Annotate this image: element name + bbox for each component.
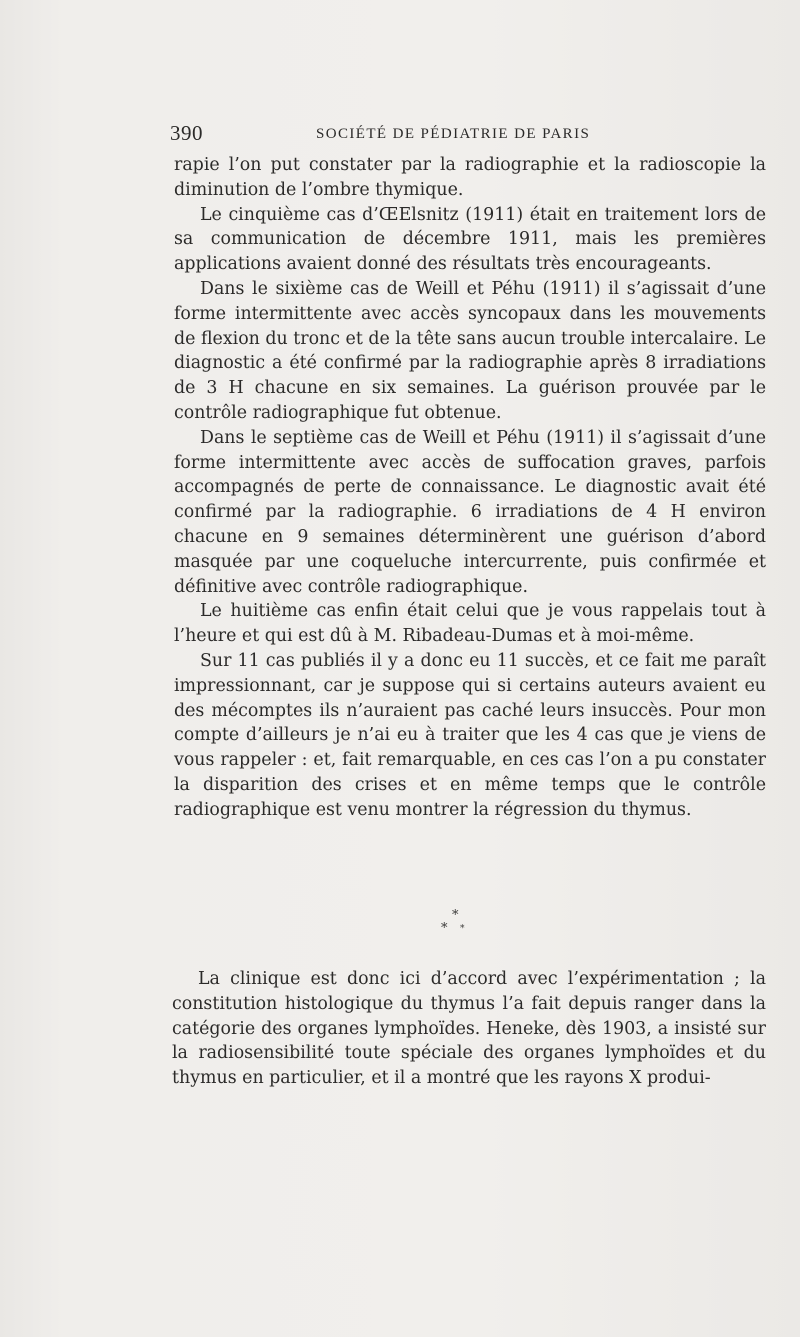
paragraph-fifth-case: Le cinquième cas d’ŒElsnitz (1911) était en traitement lors de sa communication de décembre 1911, mais les premières applications avaient donné des résultats très encourageants.	[174, 204, 766, 275]
running-head: SOCIÉTÉ DE PÉDIATRIE DE PARIS	[316, 126, 591, 142]
paragraph-summary: Sur 11 cas publiés il y a donc eu 11 succès, et ce fait me paraît impressionnant, car je suppose qui si certains auteurs avaient eu des mécomptes ils n’auraient pas caché leurs insuccès. Pour mon compte d’ailleurs je n’ai eu à traiter que les 4 cas que je viens de vous rappeler : et, fait remarquable, en ces cas l’on a pu constater la disparition des crises et en même temps que le contrôle radiographique est venu montrer la régression du thymus.	[174, 650, 766, 820]
main-text-continued	[172, 967, 766, 1091]
asterisk-left: *	[441, 921, 448, 936]
paragraph-sixth-case: Dans le sixième cas de Weill et Péhu (1911) il s’agissait d’une forme intermittente avec accès syncopaux dans les mouvements de flexion du tronc et de la tête sans aucun trouble intercalaire. Le diagnostic a été confirmé par la radiographie après 8 irradiations de 3 H chacune en six semaines. La guérison prouvée par le contrôle radiographique fut obtenue.	[174, 278, 766, 423]
asterism-separator	[424, 908, 474, 942]
paragraph-eighth-case: Le huitième cas enfin était celui que je vous rappelais tout à l’heure et qui est dû à M. Ribadeau-Dumas et à moi-même.	[174, 601, 766, 647]
asterisk-right: *	[460, 924, 465, 934]
paragraph-seventh-case: Dans le septième cas de Weill et Péhu (1911) il s’agissait d’une forme intermittente avec accès de suffocation graves, parfois accompagnés de perte de connaissance. Le diagnostic avait été confirmé par la radiographie. 6 irradiations de 4 H environ chacune en 9 semaines déterminèrent une guérison d’abord masquée par une coqueluche intercurrente, puis confirmée et définitive avec contrôle radiographique.	[174, 427, 766, 597]
asterisk-top: *	[452, 908, 459, 923]
paragraph-continuation: rapie l’on put constater par la radiographie et la radioscopie la diminution de l’ombre thymique.	[174, 155, 766, 200]
page-number: 390	[170, 121, 203, 145]
paragraph-clinical: La clinique est donc ici d’accord avec l’expérimentation ; la constitution histologique du thymus l’a fait depuis ranger dans la catégorie des organes lymphoïdes. Heneke, dès 1903, a insisté sur la radiosensibilité toute spéciale des organes lymphoïdes et du thymus en particulier, et il a montré que les rayons X produi-	[172, 969, 766, 1089]
main-text	[174, 153, 766, 823]
page-header	[170, 121, 730, 145]
